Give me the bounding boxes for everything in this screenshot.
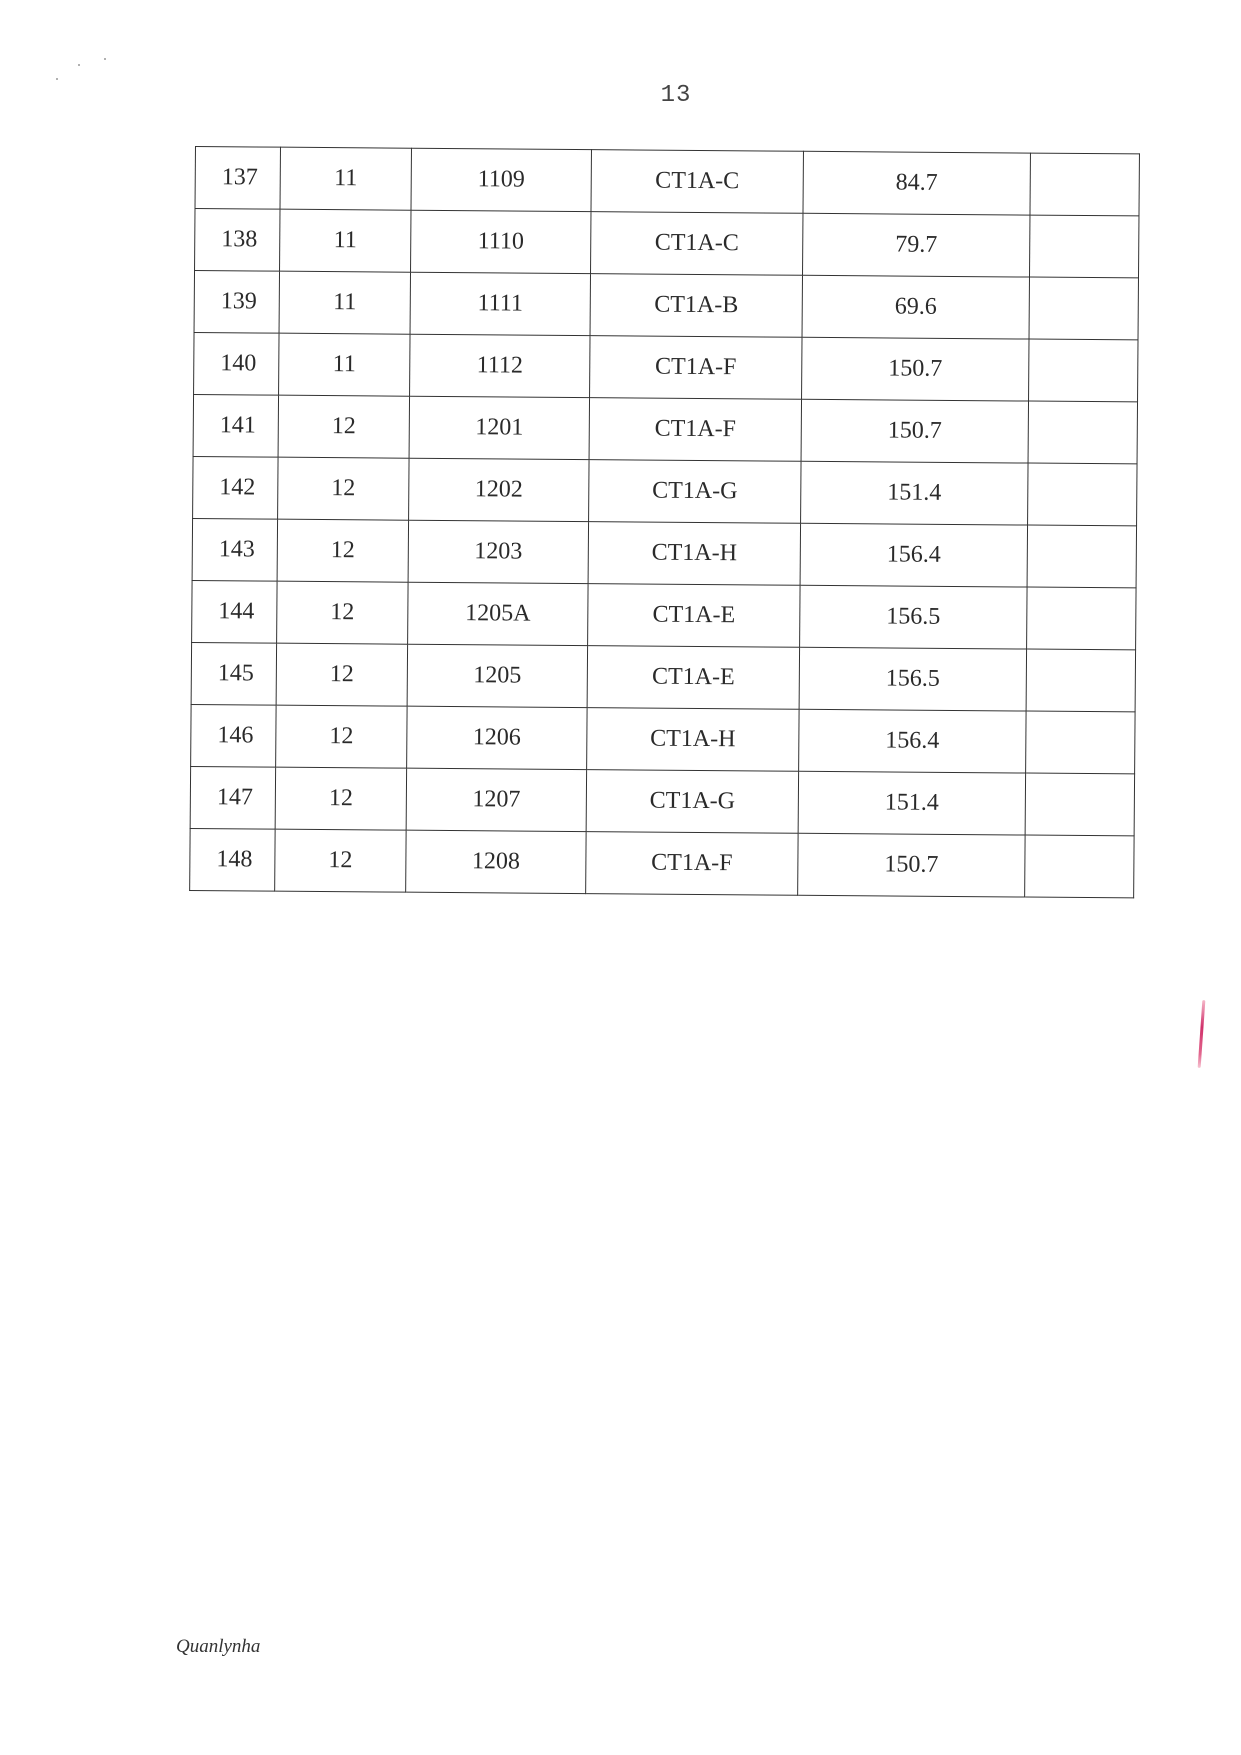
- cell-area: 84.7: [803, 151, 1030, 215]
- cell-unit-code: 1207: [406, 768, 586, 831]
- cell-row-number: 146: [191, 704, 276, 767]
- cell-unit-type: CT1A-F: [589, 398, 801, 462]
- cell-area: 150.7: [798, 833, 1025, 897]
- cell-area: 156.5: [799, 647, 1026, 711]
- cell-unit-type: CT1A-C: [591, 212, 803, 276]
- cell-floor: 12: [277, 581, 408, 644]
- cell-note: [1028, 463, 1137, 526]
- cell-note: [1027, 587, 1136, 650]
- cell-row-number: 140: [194, 332, 279, 395]
- cell-unit-code: 1109: [411, 148, 591, 211]
- cell-unit-code: 1205A: [408, 582, 588, 645]
- cell-unit-code: 1110: [411, 210, 591, 273]
- cell-unit-code: 1111: [410, 272, 590, 335]
- cell-floor: 12: [278, 395, 409, 458]
- cell-unit-type: CT1A-F: [590, 336, 802, 400]
- speck: [78, 64, 80, 66]
- cell-unit-code: 1201: [409, 396, 589, 459]
- cell-unit-code: 1203: [408, 520, 588, 583]
- cell-floor: 12: [276, 705, 407, 768]
- cell-unit-code: 1205: [407, 644, 587, 707]
- cell-unit-type: CT1A-H: [587, 708, 799, 772]
- cell-unit-code: 1208: [406, 830, 586, 893]
- cell-unit-code: 1112: [410, 334, 590, 397]
- cell-note: [1029, 339, 1138, 402]
- cell-unit-type: CT1A-F: [586, 832, 798, 896]
- table-row: [191, 704, 1135, 773]
- cell-area: 79.7: [803, 213, 1030, 277]
- table-row: [195, 209, 1139, 278]
- cell-row-number: 143: [192, 518, 277, 581]
- cell-note: [1029, 277, 1138, 340]
- cell-floor: 11: [279, 333, 410, 396]
- cell-row-number: 138: [195, 209, 280, 272]
- cell-area: 69.6: [802, 275, 1029, 339]
- cell-area: 156.5: [800, 585, 1027, 649]
- cell-unit-type: CT1A-B: [590, 274, 802, 338]
- cell-area: 150.7: [802, 337, 1029, 401]
- cell-unit-type: CT1A-G: [586, 770, 798, 834]
- cell-note: [1025, 773, 1134, 836]
- table-body: [190, 147, 1140, 898]
- cell-row-number: 144: [192, 580, 277, 643]
- cell-area: 156.4: [799, 709, 1026, 773]
- table-row: [193, 394, 1137, 463]
- cell-note: [1030, 153, 1139, 216]
- table-row: [192, 518, 1136, 587]
- cell-area: 156.4: [800, 523, 1027, 587]
- cell-unit-type: CT1A-H: [588, 522, 800, 586]
- cell-area: 151.4: [801, 461, 1028, 525]
- page-number: 13: [660, 82, 692, 109]
- cell-floor: 11: [280, 147, 411, 210]
- cell-area: 150.7: [801, 399, 1028, 463]
- cell-unit-code: 1202: [409, 458, 589, 521]
- speck: [56, 78, 58, 80]
- scan-mark: [1198, 1000, 1206, 1068]
- cell-floor: 12: [275, 767, 406, 830]
- cell-floor: 11: [280, 209, 411, 272]
- cell-unit-type: CT1A-C: [591, 150, 803, 214]
- cell-unit-type: CT1A-E: [587, 646, 799, 710]
- cell-row-number: 139: [194, 271, 279, 334]
- cell-row-number: 148: [190, 828, 275, 891]
- cell-floor: 12: [275, 829, 406, 892]
- cell-row-number: 142: [193, 456, 278, 519]
- cell-unit-type: CT1A-E: [588, 584, 800, 648]
- cell-area: 151.4: [798, 771, 1025, 835]
- footer-text: Quanlynha: [176, 1636, 261, 1657]
- table-row: [190, 828, 1134, 897]
- cell-unit-code: 1206: [407, 706, 587, 769]
- cell-note: [1029, 215, 1138, 278]
- cell-row-number: 147: [190, 766, 275, 829]
- table-row: [193, 456, 1137, 525]
- cell-row-number: 137: [195, 147, 280, 210]
- cell-unit-type: CT1A-G: [589, 460, 801, 524]
- cell-note: [1028, 401, 1137, 464]
- cell-note: [1025, 835, 1134, 898]
- table-row: [190, 766, 1134, 835]
- cell-floor: 12: [278, 457, 409, 520]
- cell-row-number: 145: [191, 642, 276, 705]
- table-row: [192, 580, 1136, 649]
- table-row: [191, 642, 1135, 711]
- cell-floor: 12: [276, 643, 407, 706]
- scan-specks: [56, 58, 116, 88]
- cell-note: [1027, 525, 1136, 588]
- table-row: [194, 271, 1138, 340]
- table-container: [189, 146, 1139, 898]
- cell-note: [1026, 649, 1135, 712]
- table-row: [195, 147, 1139, 216]
- cell-note: [1026, 711, 1135, 774]
- speck: [104, 58, 106, 60]
- cell-row-number: 141: [193, 394, 278, 457]
- table-row: [194, 332, 1138, 401]
- apartment-table: [189, 146, 1140, 898]
- cell-floor: 11: [279, 271, 410, 334]
- cell-floor: 12: [277, 519, 408, 582]
